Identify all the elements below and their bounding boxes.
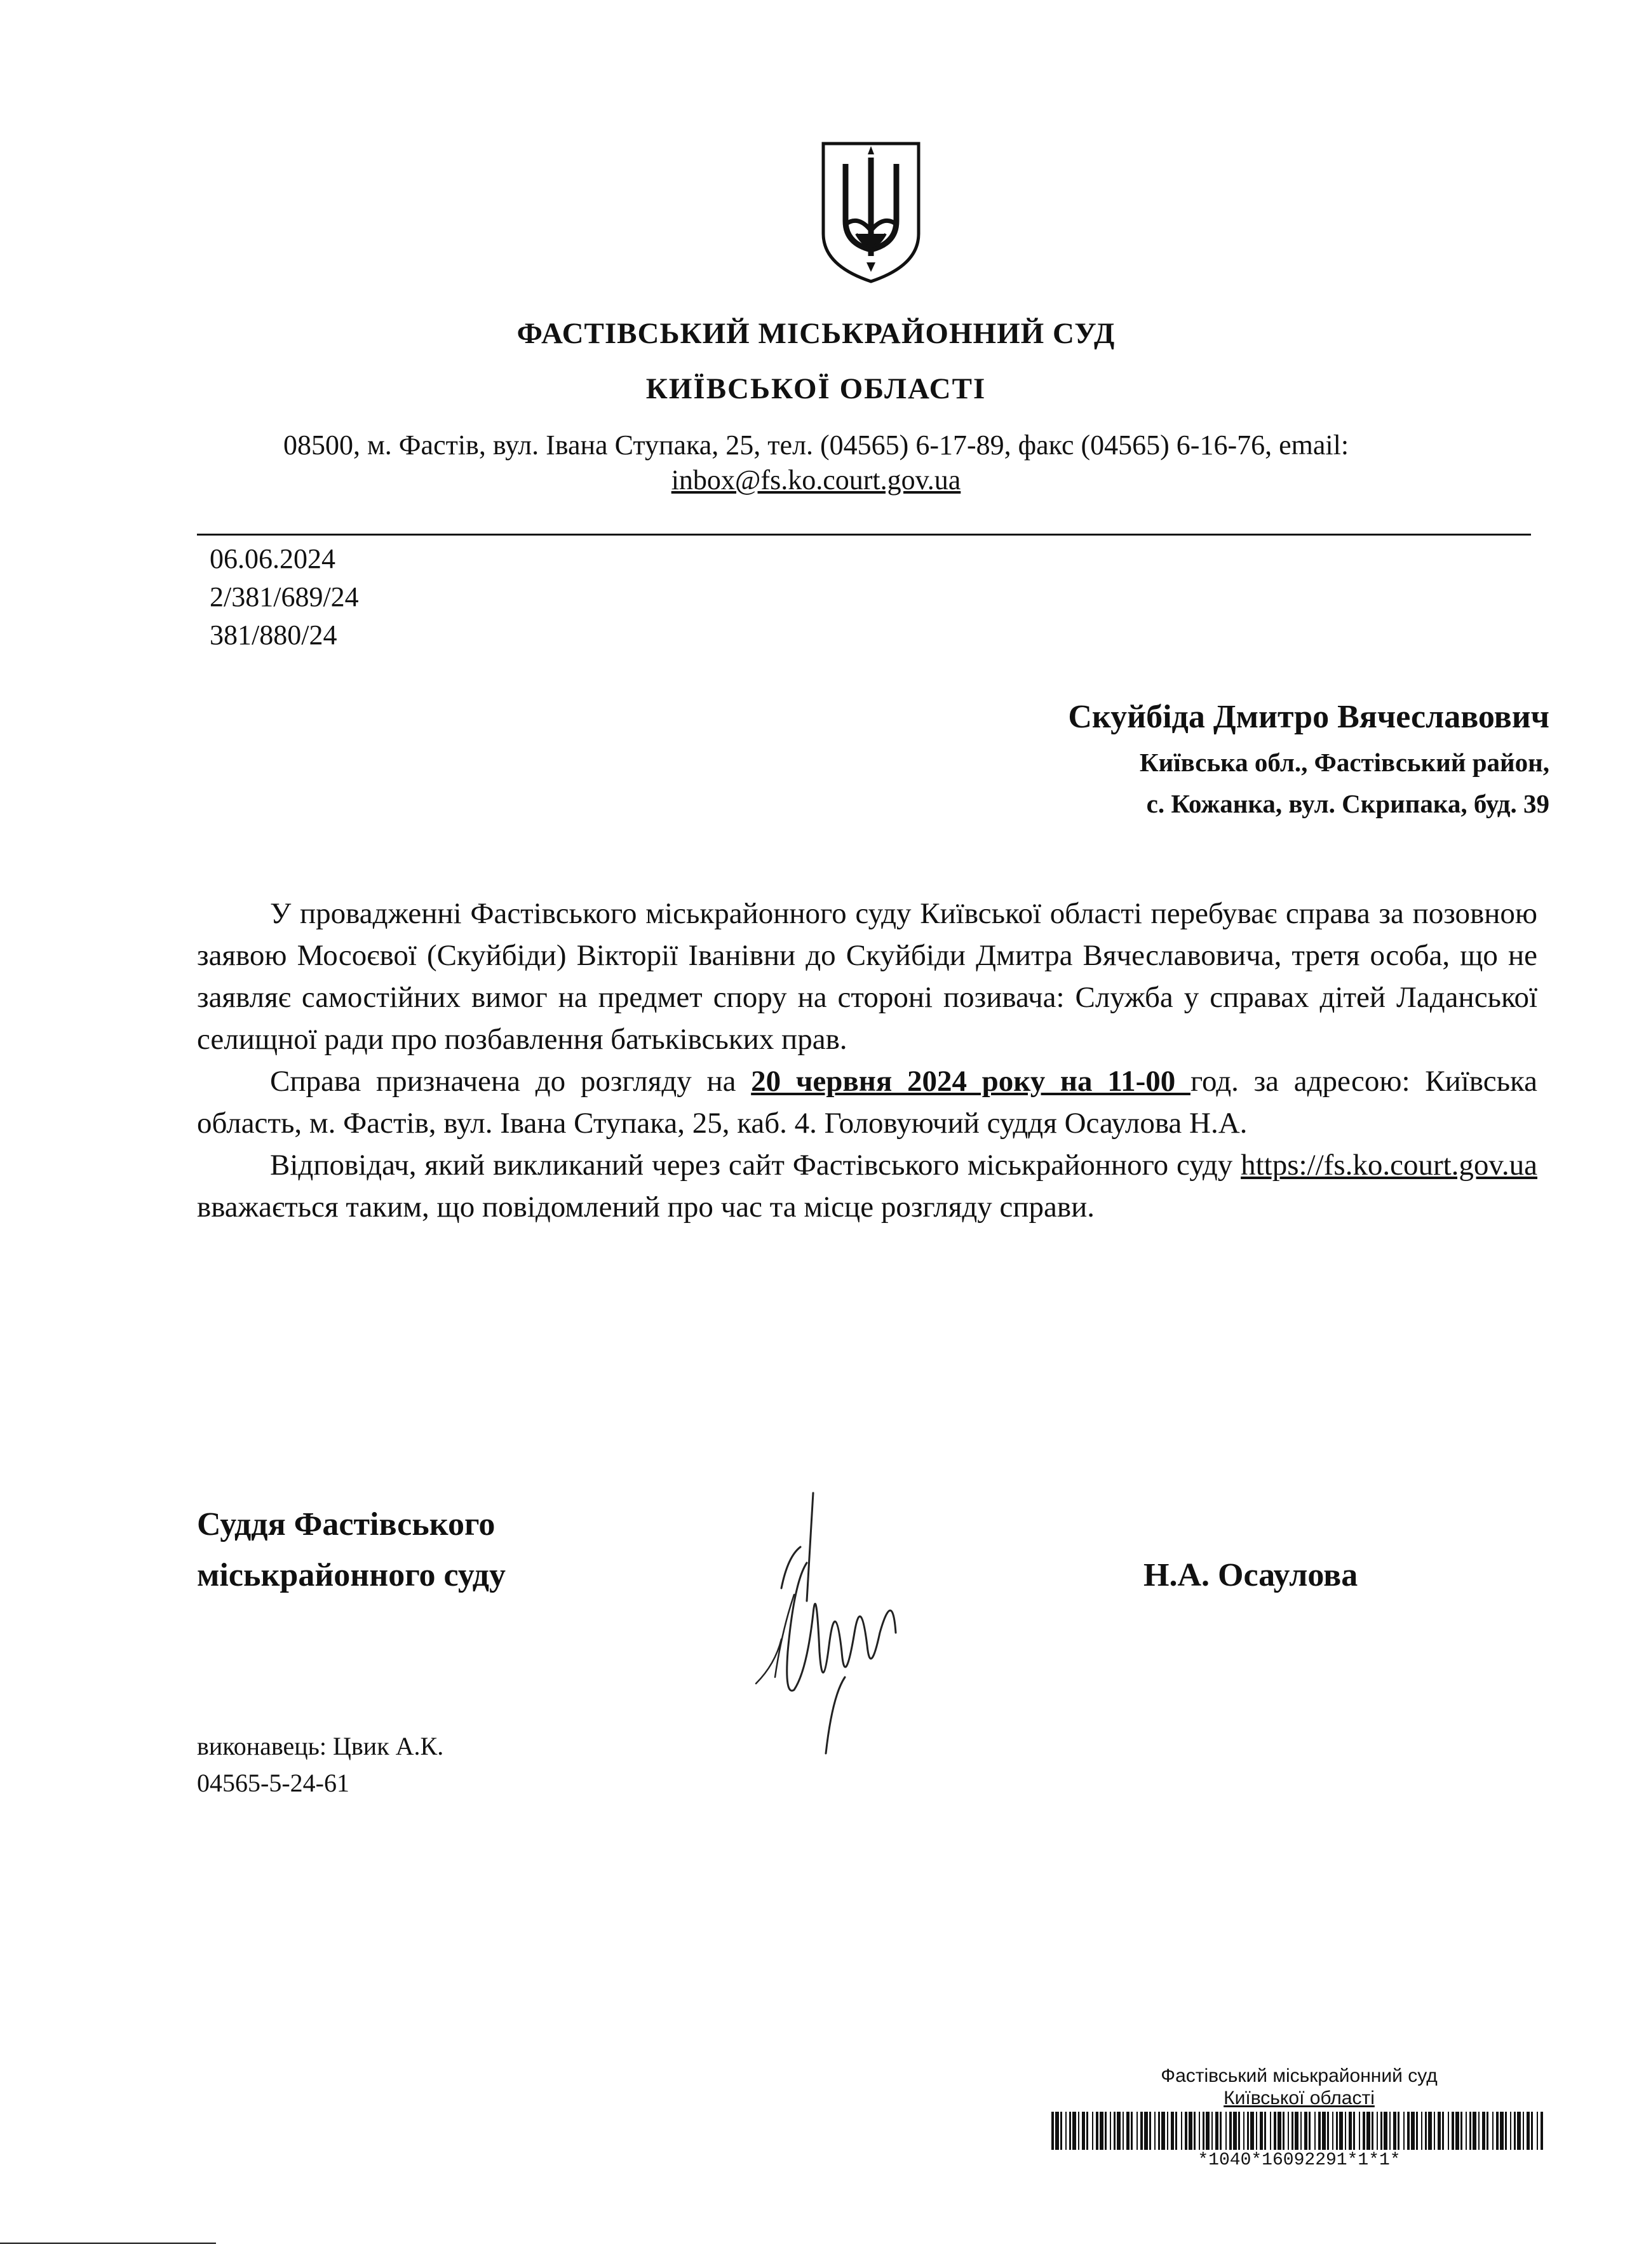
signer-title-line-1: Суддя Фастівського bbox=[197, 1506, 496, 1542]
barcode bbox=[1051, 2112, 1547, 2150]
proceeding-number: 381/880/24 bbox=[210, 619, 337, 651]
signer-title-line-2: міськрайонного суду bbox=[197, 1557, 506, 1593]
hearing-text-after: год. за адресою: Київська область, м. Фастів, вул. Івана Ступака, 25, каб. 4. Головуючий суддя Осаулова Н.А. bbox=[197, 1065, 1537, 1140]
stamp-court-region: Київської області bbox=[1224, 2088, 1375, 2109]
recipient-address-line-2: с. Кожанка, вул. Скрипака, буд. 39 bbox=[1146, 789, 1549, 818]
document-references bbox=[210, 540, 359, 654]
document-date: 06.06.2024 bbox=[210, 543, 335, 574]
paragraph-proceeding: У провадженні Фастівського міськрайонного суду Київської області перебуває справа за позовною заявою Мосоєвої (Скуйбіди) Вікторії Іванівни до Скуйбіди Дмитра Вячеславовича, третя особа, що не заявляє самостійних вимог на предмет спору на стороні позивача: Служба у справах дітей Ладанської селищної ради про позбавлення батьківських прав. bbox=[197, 897, 1537, 1056]
executor-block bbox=[197, 1728, 443, 1802]
court-region: КИЇВСЬКОЇ ОБЛАСТІ bbox=[645, 372, 987, 405]
page-footer-line bbox=[0, 2243, 216, 2244]
court-email-link[interactable]: inbox@fs.ko.court.gov.ua bbox=[671, 464, 961, 496]
paragraph-hearing bbox=[197, 1060, 1537, 1144]
registration-stamp bbox=[1042, 2065, 1556, 2171]
notice-text-after: вважається таким, що повідомлений про час та місце розгляду справи. bbox=[197, 1191, 1095, 1224]
executor-name: виконавець: Цвик А.К. bbox=[197, 1732, 444, 1760]
court-address: 08500, м. Фастів, вул. Івана Ступака, 25, тел. (04565) 6-17-89, факс (04565) 6-16-76, email: bbox=[283, 429, 1349, 461]
signer-name: Н.А. Осаулова bbox=[1143, 1557, 1358, 1593]
recipient-address-line-1: Київська обл., Фастівський район, bbox=[1139, 748, 1549, 777]
signer-title bbox=[197, 1499, 506, 1601]
hearing-datetime: 20 червня 2024 року на 11-00 bbox=[751, 1065, 1190, 1098]
handwritten-signature bbox=[718, 1487, 908, 1760]
header-divider bbox=[197, 534, 1531, 536]
trident-emblem-icon bbox=[817, 138, 925, 285]
case-number: 2/381/689/24 bbox=[210, 581, 359, 612]
letter-body bbox=[197, 893, 1537, 1228]
paragraph-notice bbox=[197, 1144, 1537, 1228]
barcode-number: *1040*16092291*1*1* bbox=[1197, 2150, 1401, 2170]
recipient-block bbox=[1068, 692, 1549, 825]
hearing-text-before: Справа призначена до розгляду на bbox=[270, 1065, 752, 1098]
court-website-link[interactable]: https://fs.ko.court.gov.ua bbox=[1241, 1149, 1537, 1182]
executor-phone: 04565-5-24-61 bbox=[197, 1769, 349, 1797]
notice-text-before: Відповідач, який викликаний через сайт Фастівського міськрайонного суду bbox=[270, 1149, 1241, 1182]
recipient-name: Скуйбіда Дмитро Вячеславович bbox=[1068, 699, 1549, 735]
stamp-court-name: Фастівський міськрайонний суд bbox=[1161, 2065, 1438, 2086]
court-title: ФАСТІВСЬКИЙ МІСЬКРАЙОННИЙ СУД bbox=[516, 317, 1116, 350]
